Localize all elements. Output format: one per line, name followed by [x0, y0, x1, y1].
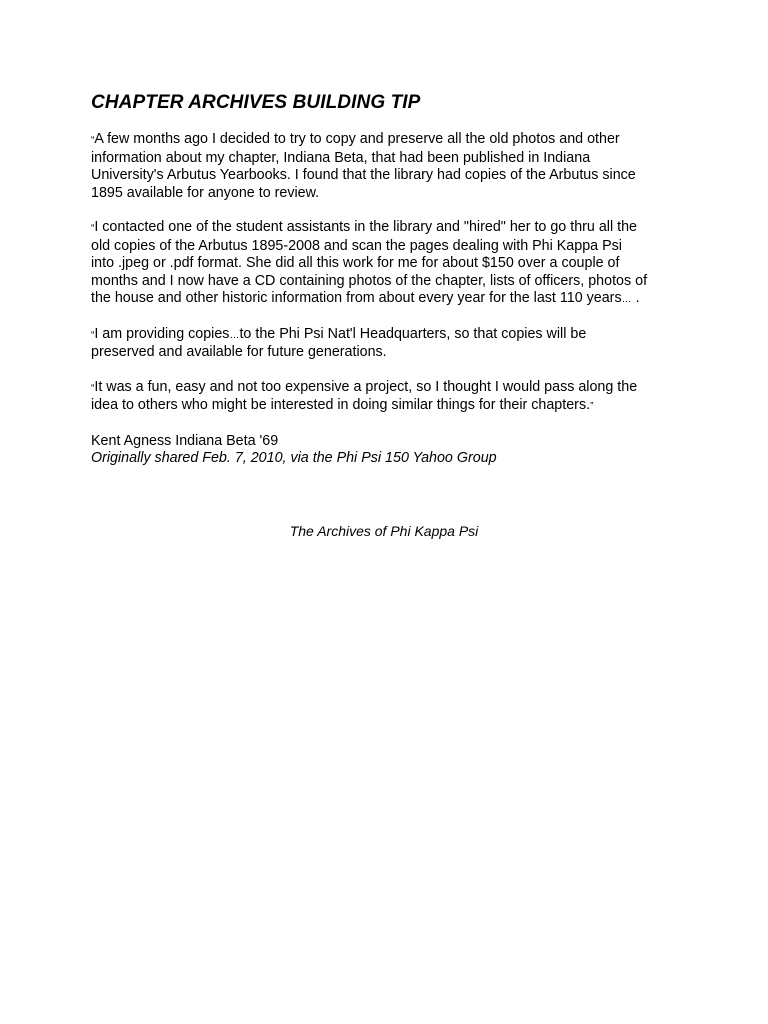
- document-body: [91, 92, 691, 468]
- archives-footer: The Archives of Phi Kappa Psi: [289, 523, 479, 539]
- paragraph-end: .: [631, 290, 640, 306]
- signature: Kent Agness Indiana Beta '69: [91, 432, 279, 449]
- paragraph-line: months and I now have a CD containing photos of the chapter, lists of officers, photos of: [91, 272, 648, 289]
- paragraph-line: information about my chapter, Indiana Beta, that had been published in Indiana: [91, 149, 591, 166]
- paragraph-line: preserved and available for future generations.: [91, 344, 387, 360]
- ellipsis: …: [229, 329, 240, 341]
- paragraph-line: old copies of the Arbutus 1895-2008 and scan the pages dealing with Phi Kappa Psi: [91, 237, 622, 254]
- open-quote: “: [91, 223, 95, 234]
- ellipsis: …: [621, 294, 632, 305]
- paragraph-scanning: [91, 219, 691, 309]
- paragraph-line: A few months ago I decided to try to copy and preserve all the old photos and other: [94, 131, 620, 147]
- paragraph-line: to the Phi Psi Nat'l Headquarters, so that copies will be: [239, 325, 587, 342]
- paragraph-copies: [91, 326, 691, 362]
- paragraph-closing: [91, 379, 691, 416]
- paragraph-line: idea to others who might be interested in doing similar things for their chapters.: [91, 397, 591, 413]
- close-quote: ”: [590, 401, 594, 412]
- open-quote: “: [91, 329, 95, 341]
- paragraph-line: I am providing copies: [94, 325, 230, 342]
- paragraph-line: University's Arbutus Yearbooks. I found that the library had copies of the Arbutus since: [91, 167, 636, 183]
- open-quote: “: [91, 382, 95, 394]
- shared-note: Originally shared Feb. 7, 2010, via the Phi Psi 150 Yahoo Group: [91, 450, 497, 466]
- document-title: CHAPTER ARCHIVES BUILDING TIP: [91, 92, 421, 113]
- paragraph-intro: [91, 131, 691, 202]
- paragraph-line: 1895 available for anyone to review.: [91, 184, 320, 201]
- paragraph-line: the house and other historic information from about every year for the last 110 years: [91, 290, 622, 306]
- open-quote: “: [91, 135, 95, 146]
- paragraph-line: I contacted one of the student assistants in the library and "hired" her to go thru all the: [94, 219, 637, 235]
- paragraph-line: into .jpeg or .pdf format. She did all this work for me for about $150 over a couple of: [91, 255, 620, 271]
- paragraph-line: It was a fun, easy and not too expensive a project, so I thought I would pass along the: [94, 378, 638, 395]
